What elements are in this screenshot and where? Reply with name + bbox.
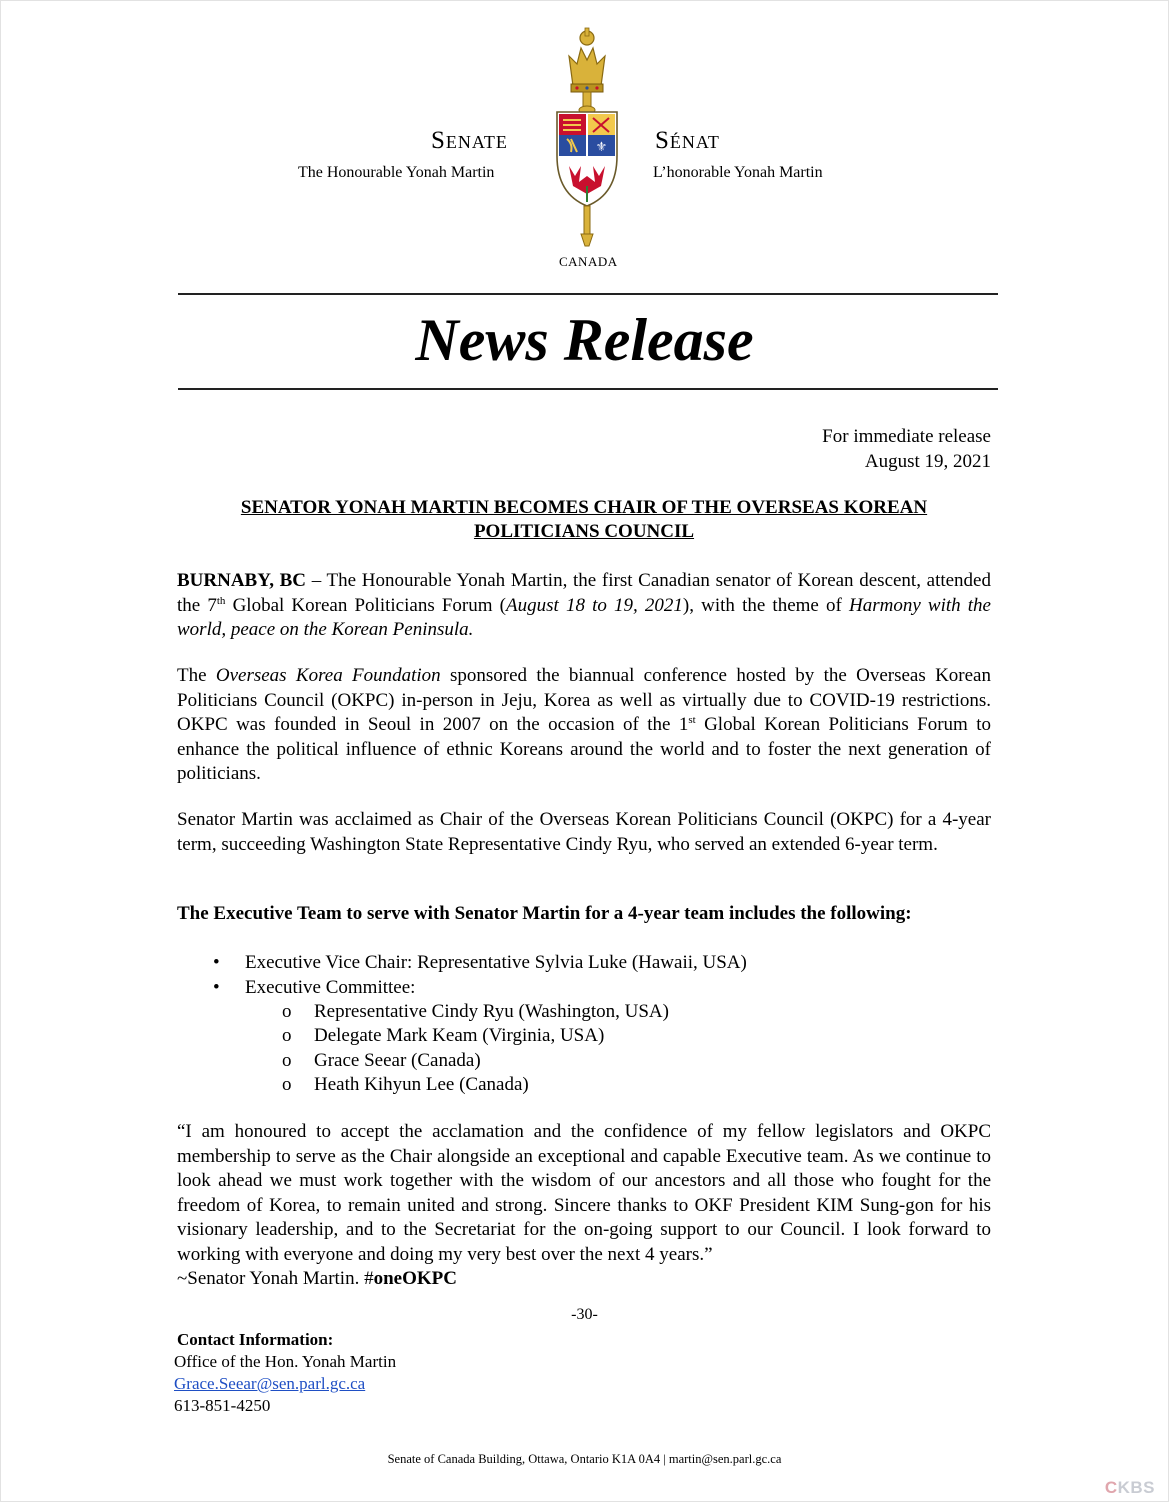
committee-item <box>282 1049 882 1074</box>
bullet-icon: • <box>213 952 220 973</box>
contact-email-link[interactable]: Grace.Seear@sen.parl.gc.ca <box>174 1374 366 1393</box>
end-mark: -30- <box>571 1306 598 1323</box>
bottom-rule <box>178 388 998 390</box>
svg-text:⚜: ⚜ <box>595 140 608 155</box>
text-run: – The Honourable Yonah Martin, the first Canadian senator of Korean descent, attended the 7 <box>177 570 991 616</box>
quote-text: “I am honoured to accept the acclamation and the confidence of my fellow legislators and OKPC membership to serve as the Chair alongside an exceptional and capable Executive team. As we continue to look ahead we must work together with the wisdom of our ancestors and all those who fought for the freedom of Korea, to remain united and strong. Sincere thanks to OKF President KIM Sung-gon for his visionary leadership, and to the Secretariat for the on-going support to our Council. I look forward to working with everyone and doing my very best over the next 4 years.” <box>177 1121 991 1265</box>
quote-attribution: ~Senator Yonah Martin. # <box>177 1268 374 1289</box>
contact-phone: 613-851-4250 <box>174 1396 271 1415</box>
text-run: The <box>177 665 216 686</box>
ordinal-suffix: st <box>688 714 696 726</box>
text-run: Global Korean Politicians Forum ( <box>225 594 507 616</box>
watermark-rest: KBS <box>1117 1478 1155 1497</box>
sub-bullet-icon: o <box>282 1001 292 1022</box>
list-item <box>213 951 913 976</box>
hashtag: oneOKPC <box>373 1268 457 1289</box>
list-item-text: Executive Committee: <box>245 977 416 998</box>
foundation-name: Overseas Korea Foundation <box>215 665 441 686</box>
forum-theme: Harmony with the world, peace on the Korean Peninsula. <box>177 594 991 640</box>
committee-item <box>282 1073 882 1098</box>
list-item <box>213 976 913 1001</box>
senator-name-english: The Honourable Yonah Martin <box>298 164 495 181</box>
paragraph-foundation <box>177 664 991 787</box>
senator-name-french: L’honorable Yonah Martin <box>653 164 823 181</box>
paragraph-intro <box>177 569 991 643</box>
top-rule <box>178 293 998 295</box>
sub-bullet-icon: o <box>282 1025 292 1046</box>
text-run: sponsored the biannual conference hosted by the Overseas Korean Politicians Council (OKPC) in-person in Jeju, Korea as well as virtually due to COVID-19 restrictions. OKPC was founded in Seoul in 2007 on the occasion of the 1 <box>177 665 991 735</box>
committee-item <box>282 1000 882 1025</box>
contact-office: Office of the Hon. Yonah Martin <box>174 1352 397 1371</box>
bullet-icon: • <box>213 977 220 998</box>
sub-bullet-icon: o <box>282 1050 292 1071</box>
senate-french-heading: Sénat <box>655 127 720 154</box>
contact-heading: Contact Information: <box>177 1330 334 1349</box>
committee-item <box>282 1024 882 1049</box>
committee-member: Grace Seear (Canada) <box>314 1050 481 1071</box>
senate-crest-icon <box>547 26 627 248</box>
page-title: News Release <box>415 307 754 373</box>
text-run: ), with the theme of <box>682 594 849 616</box>
committee-member: Representative Cindy Ryu (Washington, USA) <box>314 1001 669 1022</box>
watermark-c: C <box>1104 1478 1118 1497</box>
committee-member: Heath Kihyun Lee (Canada) <box>314 1074 529 1095</box>
sub-bullet-icon: o <box>282 1074 292 1095</box>
headline: SENATOR YONAH MARTIN BECOMES CHAIR OF THE OVERSEAS KOREAN POLITICIANS COUNCIL <box>240 497 928 542</box>
paragraph-acclamation: Senator Martin was acclaimed as Chair of the Overseas Korean Politicians Council (OKPC) for a 4-year term, succeeding Washington State Representative Cindy Ryu, who served an extended 6-year term. <box>177 809 991 855</box>
dateline: BURNABY, BC <box>177 570 307 591</box>
senate-english-heading: Senate <box>431 127 508 154</box>
release-date: August 19, 2021 <box>864 451 991 472</box>
committee-member: Delegate Mark Keam (Virginia, USA) <box>314 1025 605 1046</box>
event-dates: August 18 to 19, 2021 <box>506 594 683 616</box>
quote-paragraph <box>177 1120 991 1292</box>
executive-heading: The Executive Team to serve with Senator Martin for a 4-year team includes the following: <box>177 903 912 924</box>
ordinal-suffix: th <box>216 594 226 607</box>
list-item-text: Executive Vice Chair: Representative Sylvia Luke (Hawaii, USA) <box>245 952 747 973</box>
text-run: Global Korean Politicians Forum to enhance the political influence of ethnic Koreans around the world and to foster the next generation of politicians. <box>177 714 991 784</box>
contact-block <box>174 1329 396 1417</box>
release-type: For immediate release <box>822 426 991 447</box>
page-footer: Senate of Canada Building, Ottawa, Ontario K1A 0A4 | martin@sen.parl.gc.ca <box>387 1452 782 1466</box>
release-info <box>822 424 991 474</box>
watermark-logo <box>1105 1478 1155 1498</box>
country-label: CANADA <box>559 254 618 269</box>
